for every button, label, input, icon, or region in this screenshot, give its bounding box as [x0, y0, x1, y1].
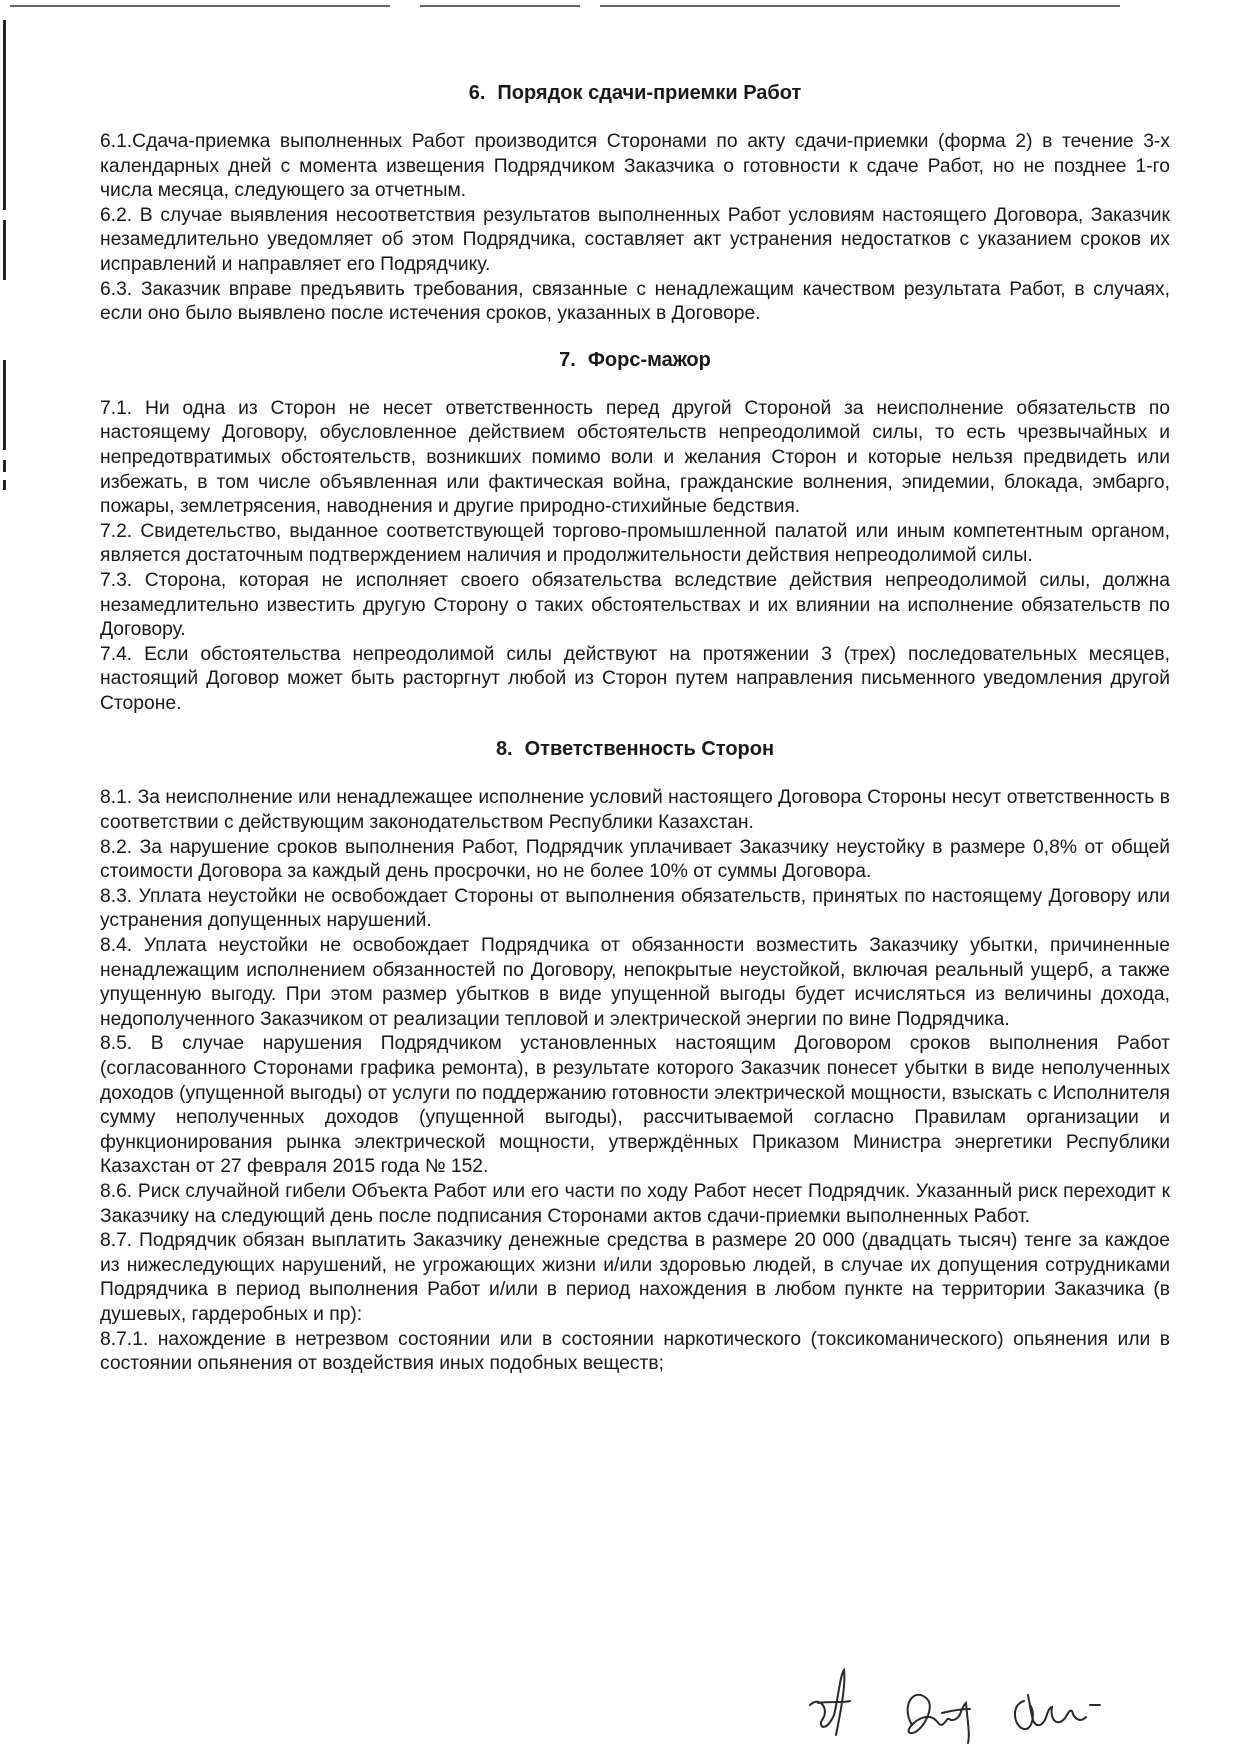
paragraph-7-4: 7.4. Если обстоятельства непреодолимой силы действуют на протяжении 3 (трех) последовательных месяцев, настоящий Договор может быть расторгнут любой из Сторон путем направления письменного уведомления другой Стороне. [100, 643, 1170, 714]
signature-1 [810, 1670, 850, 1735]
section-8 [100, 736, 1170, 1376]
signatures [800, 1665, 1130, 1745]
paragraph-8-5: 8.5. В случае нарушения Подрядчиком установленных настоящим Договором сроков выполнения Работ (согласованного Сторонами графика ремонта), в результате которого Заказчик понесет убытки в виде неполученных доходов (упущенной выгоды) от услуги по поддержанию готовности электрической мощности, взыскать с Исполнителя сумму неполученных доходов (упущенной выгоды), рассчитываемой согласно Правилам организации и функционирования рынка электрической мощности, утверждённых Приказом Министра энергетики Республики Казахстан от 27 февраля 2015 года № 152. [100, 1033, 1170, 1178]
paragraph-8-3: 8.3. Уплата неустойки не освобождает Стороны от выполнения обязательств, принятых по настоящему Договору или устранения допущенных нарушений. [100, 885, 1170, 932]
paragraph-7-2: 7.2. Свидетельство, выданное соответствующей торгово-промышленной палатой или иным компетентным органом, является достаточным подтверждением наличия и продолжительности действия непреодолимой силы. [100, 520, 1170, 567]
paragraph-8-1: 8.1. За неисполнение или ненадлежащее исполнение условий настоящего Договора Стороны несут ответственность в соответствии с действующим законодательством Республики Казахстан. [100, 787, 1170, 834]
paragraph-7-1: 7.1. Ни одна из Сторон не несет ответственность перед другой Стороной за неисполнение обязательств по настоящему Договору, обусловленное действием обстоятельств непреодолимой силы, то есть чрезвычайных и непредотвратимых обстоятельств, возникших помимо воли и желания Сторон и которые нельзя предвидеть или избежать, в том числе объявленная или фактическая война, гражданские волнения, эпидемии, блокада, эмбарго, пожары, землетрясения, наводнения и другие природно-стихийные бедствия. [100, 397, 1170, 518]
paragraph-8-4: 8.4. Уплата неустойки не освобождает Подрядчика от обязанности возместить Заказчику убытки, причиненные ненадлежащим исполнением обязанностей по Договору, непокрытые неустойкой, включая реальный ущерб, а также упущенную выгоду. При этом размер убытков в виде упущенной выгоды будет исчисляться из величины дохода, недополученного Заказчиком от реализации тепловой и электрической энергии по вине Подрядчика. [100, 935, 1170, 1030]
paragraph-8-7-1: 8.7.1. нахождение в нетрезвом состоянии или в состоянии наркотического (токсикоманического) опьянения или в состоянии опьянения от воздействия иных подобных веществ; [100, 1328, 1170, 1375]
paragraph-6-1: 6.1.Сдача-приемка выполненных Работ производится Сторонами по акту сдачи-приемки (форма 2) в течение 3-х календарных дней с момента извещения Подрядчиком Заказчика о готовности к сдаче Работ, но не позднее 1-го числа месяца, следующего за отчетным. [100, 131, 1170, 202]
signature-3 [1015, 1695, 1100, 1729]
section-number: 7. [559, 348, 576, 371]
section-heading [100, 80, 1170, 120]
paragraph-7-3: 7.3. Сторона, которая не исполняет своего обязательства вследствие действия непреодолимой силы, должна незамедлительно известить другую Сторону о таких обстоятельствах и их влиянии на исполнение обязательств по Договору. [100, 569, 1170, 641]
signature-2 [908, 1695, 970, 1743]
scan-left-edge [0, 20, 12, 490]
section-number: 6. [468, 82, 486, 104]
section-6 [100, 80, 1170, 327]
section-heading [100, 347, 1170, 387]
section-title: Ответственность Сторон [524, 738, 775, 761]
scan-top-edge [0, 0, 1240, 10]
signature-marks [800, 1665, 1130, 1745]
section-number: 8. [495, 738, 513, 761]
document-page [100, 80, 1170, 1377]
section-heading [100, 736, 1170, 776]
paragraph-6-2: 6.2. В случае выявления несоответствия результатов выполненных Работ условиям настоящего Договора, Заказчик незамедлительно уведомляет об этом Подрядчика, составляет акт устранения недостатков с указанием сроков их исправлений и направляет его Подрядчику. [100, 204, 1170, 275]
paragraph-8-7: 8.7. Подрядчик обязан выплатить Заказчику денежные средства в размере 20 000 (двадцать тысяч) тенге за каждое из нижеследующих нарушений, не угрожающих жизни и/или здоровью людей, в случае их допущения сотрудниками Подрядчика в период выполнения Работ и/или в период нахождения в любом пункте на территории Заказчика (в душевых, гардеробных и пр): [100, 1230, 1170, 1325]
section-7 [100, 347, 1170, 717]
paragraph-8-6: 8.6. Риск случайной гибели Объекта Работ или его части по ходу Работ несет Подрядчик. Указанный риск переходит к Заказчику на следующий день после подписания Сторонами актов сдачи-приемки выполненных Работ. [100, 1180, 1170, 1227]
paragraph-6-3: 6.3. Заказчик вправе предъявить требования, связанные с ненадлежащим качеством результата Работ, в случаях, если оно было выявлено после истечения сроков, указанных в Договоре. [100, 278, 1170, 325]
section-title: Порядок сдачи-приемки Работ [497, 82, 802, 104]
paragraph-8-2: 8.2. За нарушение сроков выполнения Работ, Подрядчик уплачивает Заказчику неустойку в размере 0,8% от общей стоимости Договора за каждый день просрочки, но не более 10% от суммы Договора. [100, 836, 1170, 883]
section-title: Форс-мажор [587, 348, 711, 371]
